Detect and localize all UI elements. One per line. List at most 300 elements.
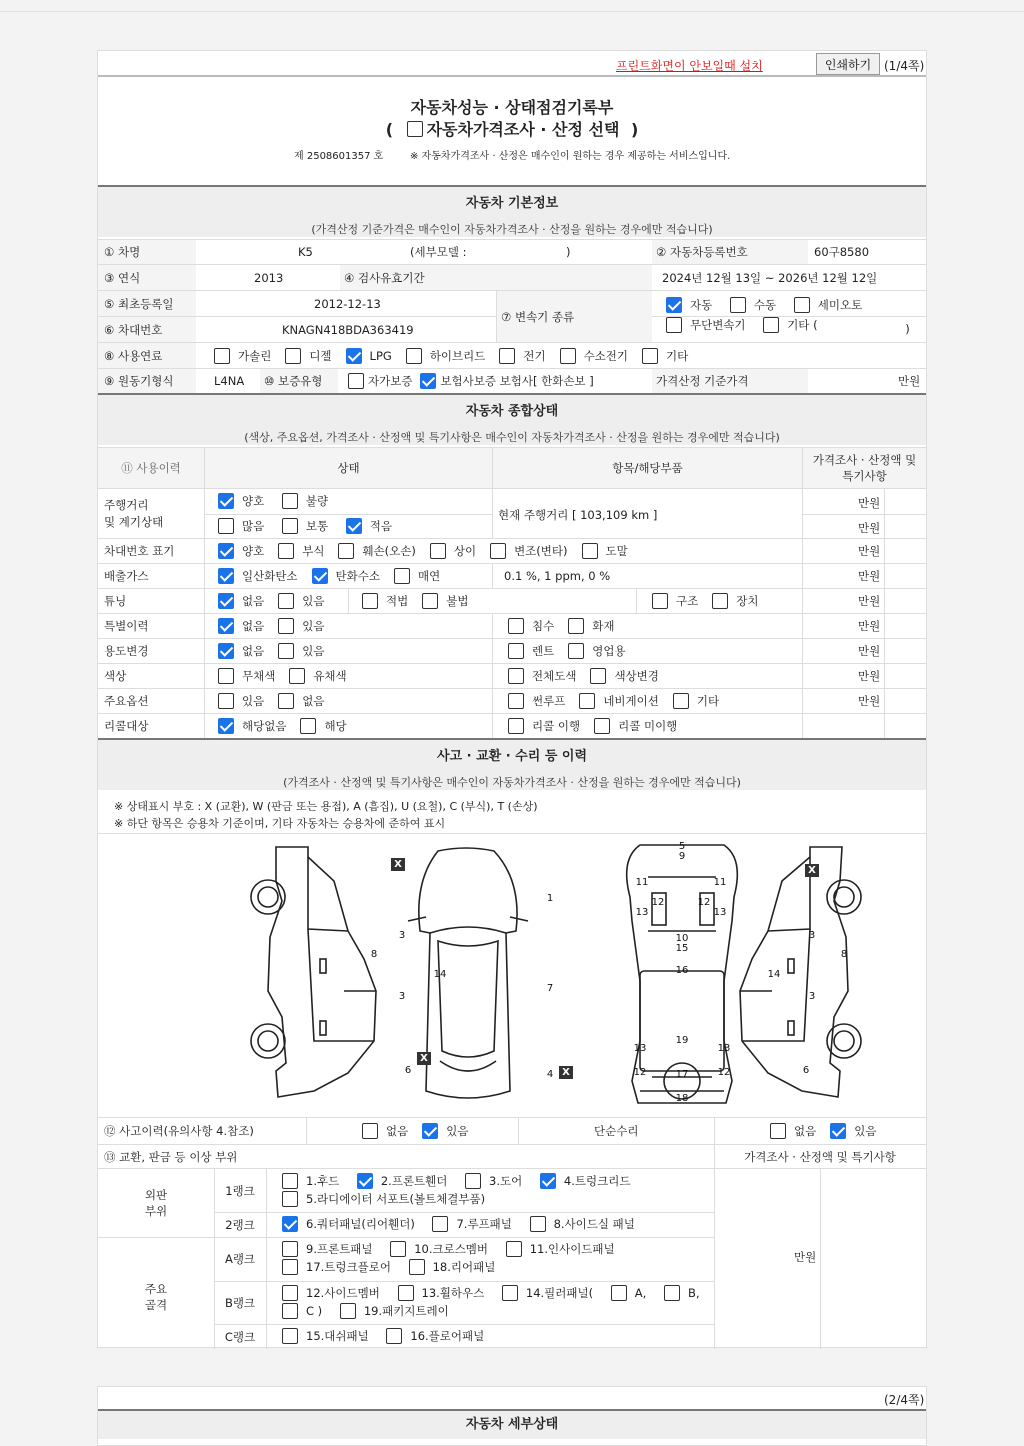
car-name-label: ① 차명 bbox=[98, 240, 196, 264]
front-fender-label: 2.프론트휀더 bbox=[380, 1174, 448, 1188]
damage-mark-0: X bbox=[394, 859, 402, 870]
row-exchange-header bbox=[98, 1144, 926, 1168]
fuel-lpg-checkbox[interactable] bbox=[346, 348, 362, 364]
fuel-hybrid-checkbox[interactable] bbox=[406, 348, 422, 364]
floor-panel-checkbox[interactable] bbox=[386, 1328, 402, 1344]
pillar-a-checkbox[interactable] bbox=[611, 1285, 627, 1301]
rankC-row bbox=[282, 1328, 498, 1347]
row-odometer bbox=[98, 488, 926, 538]
fuel-other-label: 기타 bbox=[666, 348, 689, 363]
vin-label: ⑥ 차대번호 bbox=[98, 317, 196, 342]
rankB-row-2 bbox=[282, 1303, 463, 1322]
pillar-panel-checkbox[interactable] bbox=[502, 1285, 518, 1301]
vin-damage-checkbox[interactable] bbox=[338, 543, 354, 559]
fuel-electric-label: 전기 bbox=[523, 348, 546, 363]
under-part-number-3: 11 bbox=[713, 877, 727, 888]
rank2-row bbox=[282, 1216, 649, 1235]
odo-bad-label: 불량 bbox=[305, 494, 329, 508]
under-part-number-10: 16 bbox=[675, 965, 689, 976]
special-options bbox=[218, 614, 338, 638]
emis-hc-label: 탄화수소 bbox=[335, 569, 380, 583]
exchange-label: ⑬ 교환, 판금 등 이상 부위 bbox=[104, 1149, 238, 1164]
accident-header bbox=[98, 738, 926, 790]
inside-panel-checkbox[interactable] bbox=[506, 1241, 522, 1257]
print-toolbar bbox=[98, 51, 926, 77]
base-price-unit: 만원 bbox=[898, 374, 921, 388]
exchange-price-unit: 만원 bbox=[794, 1250, 817, 1264]
trans-manual-checkbox[interactable] bbox=[730, 297, 746, 313]
paren-close: ) bbox=[630, 120, 639, 139]
rear-panel-checkbox[interactable] bbox=[409, 1259, 425, 1275]
page-2-number: (2/4쪽) bbox=[884, 1393, 925, 1407]
right-part-number-4: 14 bbox=[767, 969, 781, 980]
outer-panel-label: 외판 부위 bbox=[144, 1188, 168, 1218]
recall-none-checkbox[interactable] bbox=[218, 718, 234, 734]
recall-done-label: 리콜 이행 bbox=[532, 719, 581, 733]
main-frame-label: 주요 골격 bbox=[144, 1282, 168, 1312]
car-name-value: K5 bbox=[298, 245, 313, 259]
vin-corrosion-checkbox[interactable] bbox=[278, 543, 294, 559]
opt-yes-checkbox[interactable] bbox=[218, 693, 234, 709]
recall-options bbox=[218, 714, 361, 738]
emis-co-checkbox[interactable] bbox=[218, 568, 234, 584]
emis-hc-checkbox[interactable] bbox=[312, 568, 328, 584]
color-price-unit: 만원 bbox=[858, 669, 881, 683]
under-part-number-1: 9 bbox=[678, 851, 686, 862]
simple-none-label: 없음 bbox=[794, 1124, 817, 1138]
opt-navi-label: 네비게이션 bbox=[603, 694, 659, 708]
use-rent-checkbox[interactable] bbox=[508, 643, 524, 659]
side-sill-checkbox[interactable] bbox=[530, 1216, 546, 1232]
under-part-number-17: 18 bbox=[675, 1093, 689, 1104]
fuel-hydrogen-checkbox[interactable] bbox=[560, 348, 576, 364]
under-part-number-4: 12 bbox=[651, 897, 665, 908]
top-part-number-0: 1 bbox=[546, 893, 554, 904]
rankA-row-1 bbox=[282, 1241, 629, 1260]
simple-repair-options bbox=[770, 1118, 890, 1144]
first-reg-label: ⑤ 최초등록일 bbox=[98, 291, 196, 316]
overall-title: 자동차 종합상태 bbox=[465, 404, 559, 419]
accident-note: (가격조사 · 산정액 및 특기사항은 매수인이 자동차가격조사 · 산정을 원하는 경우에만 적습니다) bbox=[283, 776, 741, 789]
row-vin-mark bbox=[98, 538, 926, 563]
fuel-other-checkbox[interactable] bbox=[642, 348, 658, 364]
wheel-house-checkbox[interactable] bbox=[398, 1285, 414, 1301]
top-part-number-2: 4 bbox=[546, 1069, 554, 1080]
emis-co-label: 일산화탄소 bbox=[242, 569, 298, 583]
tuning-illegal-checkbox[interactable] bbox=[422, 593, 438, 609]
use-business-label: 영업용 bbox=[592, 644, 626, 658]
row-options bbox=[98, 688, 926, 713]
vin-smeared-label: 도말 bbox=[605, 544, 628, 558]
row-car-name bbox=[98, 239, 926, 264]
left-part-number-0: 3 bbox=[398, 930, 406, 941]
tuning-legal-checkbox[interactable] bbox=[362, 593, 378, 609]
tuning-legal-label: 적법 bbox=[386, 594, 409, 608]
row-use-change bbox=[98, 638, 926, 663]
opt-no-label: 없음 bbox=[302, 694, 325, 708]
basic-info-note: (가격산정 기준가격은 매수인이 자동차가격조사 · 산정을 원하는 경우에만 적습니다) bbox=[311, 223, 713, 236]
vin-price-unit: 만원 bbox=[858, 544, 881, 558]
recall-yes-checkbox[interactable] bbox=[300, 718, 316, 734]
opt-yes-label: 있음 bbox=[242, 694, 265, 708]
year-value: 2013 bbox=[254, 270, 284, 285]
vin-smeared-checkbox[interactable] bbox=[582, 543, 598, 559]
row-special bbox=[98, 613, 926, 638]
hood-checkbox[interactable] bbox=[282, 1173, 298, 1189]
opt-navi-checkbox[interactable] bbox=[579, 693, 595, 709]
rankA-row-2 bbox=[282, 1259, 509, 1278]
options-items bbox=[508, 689, 733, 713]
tuning-yes-label: 있음 bbox=[302, 594, 325, 608]
odometer-state bbox=[218, 493, 342, 512]
hood-label: 1.후드 bbox=[306, 1174, 340, 1188]
tuning-device-checkbox[interactable] bbox=[712, 593, 728, 609]
recall-items bbox=[508, 714, 691, 738]
simple-none-checkbox[interactable] bbox=[770, 1123, 786, 1139]
tuning-structure-checkbox[interactable] bbox=[652, 593, 668, 609]
pillar-panel-label: 14.필러패널( bbox=[525, 1286, 594, 1300]
opt-other-checkbox[interactable] bbox=[673, 693, 689, 709]
under-part-number-0: 5 bbox=[678, 841, 686, 852]
color-achromatic-checkbox[interactable] bbox=[218, 668, 234, 684]
row-recall bbox=[98, 713, 926, 738]
odo-normal-checkbox[interactable] bbox=[282, 518, 298, 534]
special-yes-label: 있음 bbox=[302, 619, 325, 633]
color-full-paint-checkbox[interactable] bbox=[508, 668, 524, 684]
color-chromatic-label: 유채색 bbox=[313, 669, 347, 683]
right-part-number-1: 8 bbox=[840, 949, 848, 960]
special-flood-checkbox[interactable] bbox=[508, 618, 524, 634]
top-part-number-1: 7 bbox=[546, 983, 554, 994]
color-change-checkbox[interactable] bbox=[590, 668, 606, 684]
warranty-label: ⑩ 보증유형 bbox=[260, 369, 338, 393]
sub-model-close: ) bbox=[566, 245, 571, 259]
accident-none-checkbox[interactable] bbox=[362, 1123, 378, 1139]
vin-good-checkbox[interactable] bbox=[218, 543, 234, 559]
tuning-structure-label: 구조 bbox=[676, 594, 699, 608]
vin-mark-options bbox=[218, 539, 642, 563]
cross-member-checkbox[interactable] bbox=[390, 1241, 406, 1257]
fuel-hydrogen-label: 수소전기 bbox=[583, 348, 629, 363]
use-rent-label: 렌트 bbox=[532, 644, 555, 658]
left-part-number-1: 8 bbox=[370, 949, 378, 960]
row-tuning bbox=[98, 588, 926, 613]
row-emission bbox=[98, 563, 926, 588]
simple-yes-checkbox[interactable] bbox=[830, 1123, 846, 1139]
warranty-ins-checkbox[interactable] bbox=[420, 373, 436, 389]
print-button[interactable]: 인쇄하기 bbox=[816, 53, 880, 75]
trans-semi-checkbox[interactable] bbox=[794, 297, 810, 313]
tuning-none-label: 없음 bbox=[242, 594, 265, 608]
under-part-number-9: 15 bbox=[675, 943, 689, 954]
trans-manual-label: 수동 bbox=[753, 298, 777, 312]
odometer-label: 주행거리 및 계기상태 bbox=[104, 497, 164, 529]
vin-good-label: 양호 bbox=[242, 544, 265, 558]
side-member-checkbox[interactable] bbox=[282, 1285, 298, 1301]
pillar-b-label: B, bbox=[687, 1286, 700, 1300]
legend-symbols: ※ 상태표시 부호 : X (교환), W (판금 또는 용접), A (흠집), U (요철), C (부식), T (손상) bbox=[114, 800, 538, 813]
opt-sunroof-checkbox[interactable] bbox=[508, 693, 524, 709]
fuel-gasoline-checkbox[interactable] bbox=[214, 348, 230, 364]
year-label: ③ 연식 bbox=[98, 265, 196, 290]
special-flood-label: 침수 bbox=[532, 619, 555, 633]
under-part-number-2: 11 bbox=[635, 877, 649, 888]
col-price: 가격조사 · 산정액 및 특기사항 bbox=[802, 448, 926, 488]
emission-label: 배출가스 bbox=[104, 569, 149, 583]
warranty-self-checkbox[interactable] bbox=[348, 373, 364, 389]
fuel-diesel-checkbox[interactable] bbox=[285, 348, 301, 364]
color-chromatic-checkbox[interactable] bbox=[289, 668, 305, 684]
odo-many-label: 많음 bbox=[242, 519, 265, 533]
accident-none-label: 없음 bbox=[386, 1124, 409, 1138]
accident-yes-checkbox[interactable] bbox=[422, 1123, 438, 1139]
form-subtitle bbox=[98, 117, 926, 140]
vin-altered-checkbox[interactable] bbox=[490, 543, 506, 559]
vin-corrosion-label: 부식 bbox=[302, 544, 325, 558]
under-part-number-7: 13 bbox=[713, 907, 727, 918]
emis-smoke-checkbox[interactable] bbox=[394, 568, 410, 584]
under-part-number-6: 13 bbox=[635, 907, 649, 918]
overall-header bbox=[98, 393, 926, 445]
car-right-side-view bbox=[740, 847, 861, 1097]
trans-other-label: 기타 ( bbox=[787, 318, 818, 332]
odo-good-checkbox[interactable] bbox=[218, 493, 234, 509]
vin-value: KNAGN418BDA363419 bbox=[282, 322, 414, 337]
rank1-row-a bbox=[282, 1173, 644, 1192]
vin-differ-checkbox[interactable] bbox=[430, 543, 446, 559]
subtitle-text: 자동차가격조사 · 산정 선택 bbox=[426, 120, 620, 139]
exchange-price-label: 가격조사 · 산정액 및 특기사항 bbox=[744, 1149, 896, 1164]
tuning-label: 튜닝 bbox=[104, 594, 127, 608]
use-business-checkbox[interactable] bbox=[568, 643, 584, 659]
special-fire-checkbox[interactable] bbox=[568, 618, 584, 634]
color-items bbox=[508, 664, 673, 688]
page-2 bbox=[97, 1386, 927, 1446]
row-year bbox=[98, 264, 926, 290]
trans-label: ⑦ 변속기 종류 bbox=[496, 291, 652, 342]
under-part-number-16: 12 bbox=[717, 1067, 731, 1078]
accident-title: 사고 · 교환 · 수리 등 이력 bbox=[436, 749, 588, 764]
dash-panel-label: 15.대쉬패널 bbox=[306, 1329, 369, 1343]
trans-options-row2 bbox=[666, 317, 910, 336]
warranty-self-label: 자가보증 bbox=[368, 374, 413, 388]
tuning-legal-options bbox=[362, 589, 482, 613]
color-label: 색상 bbox=[104, 669, 127, 683]
odo-price-unit-2: 만원 bbox=[858, 521, 881, 535]
left-part-number-2: 3 bbox=[398, 991, 406, 1002]
row-fuel bbox=[98, 342, 926, 368]
rank-b-label: B랭크 bbox=[224, 1295, 256, 1310]
row-accident-history bbox=[98, 1117, 926, 1144]
opt-no-checkbox[interactable] bbox=[278, 693, 294, 709]
exchange-grid bbox=[98, 1168, 926, 1349]
under-part-number-14: 12 bbox=[633, 1067, 647, 1078]
radiator-support-checkbox[interactable] bbox=[282, 1191, 298, 1207]
vin-altered-label: 변조(변타) bbox=[514, 544, 568, 558]
use-yes-checkbox[interactable] bbox=[278, 643, 294, 659]
recall-done-checkbox[interactable] bbox=[508, 718, 524, 734]
trunk-floor-checkbox[interactable] bbox=[282, 1259, 298, 1275]
opt-sunroof-label: 썬루프 bbox=[532, 694, 566, 708]
under-part-number-12: 13 bbox=[633, 1043, 647, 1054]
fuel-diesel-label: 디젤 bbox=[309, 348, 332, 363]
quarter-panel-checkbox[interactable] bbox=[282, 1216, 298, 1232]
color-change-label: 색상변경 bbox=[614, 669, 659, 683]
base-price-label: 가격산정 기준가격 bbox=[652, 369, 808, 393]
overall-note: (색상, 주요옵션, 가격조사 · 산정액 및 특기사항은 매수인이 자동차가격조사 · 산정을 원하는 경우에만 적습니다) bbox=[244, 431, 780, 444]
pillar-b-checkbox[interactable] bbox=[664, 1285, 680, 1301]
odo-many-checkbox[interactable] bbox=[218, 518, 234, 534]
use-price-unit: 만원 bbox=[858, 644, 881, 658]
row-color bbox=[98, 663, 926, 688]
side-sill-label: 8.사이드실 패널 bbox=[553, 1217, 635, 1231]
door-checkbox[interactable] bbox=[465, 1173, 481, 1189]
odometer-reading: 현재 주행거리 [ 103,109 km ] bbox=[498, 508, 658, 522]
side-member-label: 12.사이드멤버 bbox=[306, 1286, 380, 1300]
tuning-items bbox=[652, 589, 772, 613]
doc-number: 제 2508601357 호 bbox=[294, 151, 384, 162]
rear-panel-label: 18.리어패널 bbox=[432, 1260, 496, 1274]
odo-bad-checkbox[interactable] bbox=[282, 493, 298, 509]
warranty-options bbox=[348, 369, 608, 393]
recall-yes-label: 해당 bbox=[324, 719, 347, 733]
trans-other-checkbox[interactable] bbox=[763, 317, 779, 333]
roof-panel-label: 7.루프패널 bbox=[456, 1217, 512, 1231]
reg-no-value: 60구8580 bbox=[814, 245, 870, 259]
recall-label: 리콜대상 bbox=[104, 719, 149, 733]
emission-values: 0.1 %, 1 ppm, 0 % bbox=[504, 569, 611, 583]
under-part-number-11: 19 bbox=[675, 1035, 689, 1046]
options-price-unit: 만원 bbox=[858, 694, 881, 708]
front-fender-checkbox[interactable] bbox=[357, 1173, 373, 1189]
under-part-number-8: 10 bbox=[675, 933, 689, 944]
special-none-checkbox[interactable] bbox=[218, 618, 234, 634]
opt-other-label: 기타 bbox=[696, 694, 720, 708]
pillar-c-label: C ) bbox=[306, 1304, 323, 1318]
special-none-label: 없음 bbox=[242, 619, 265, 633]
damage-mark-2: X bbox=[562, 1067, 570, 1078]
accident-yes-label: 있음 bbox=[446, 1124, 469, 1138]
color-full-paint-label: 전체도색 bbox=[532, 669, 577, 683]
tuning-options bbox=[218, 589, 338, 613]
inspect-label: ④ 검사유효기간 bbox=[340, 265, 652, 290]
damage-mark-1: X bbox=[420, 1053, 428, 1064]
tuning-price-unit: 만원 bbox=[858, 594, 881, 608]
front-panel-checkbox[interactable] bbox=[282, 1241, 298, 1257]
price-survey-checkbox[interactable] bbox=[407, 121, 423, 137]
fuel-gasoline-label: 가솔린 bbox=[238, 348, 272, 363]
package-tray-checkbox[interactable] bbox=[340, 1303, 356, 1319]
fuel-lpg-label: LPG bbox=[369, 348, 392, 363]
col-history: ⑪ 사용이력 bbox=[121, 461, 181, 475]
page-1 bbox=[97, 50, 927, 1348]
trans-auto-label: 자동 bbox=[690, 298, 713, 312]
trans-semi-label: 세미오토 bbox=[817, 298, 863, 312]
special-label: 특별이력 bbox=[104, 619, 149, 633]
odo-normal-label: 보통 bbox=[305, 519, 329, 533]
accident-history-label: ⑫ 사고이력(유의사항 4.참조) bbox=[104, 1124, 254, 1138]
front-panel-label: 9.프론트패널 bbox=[306, 1242, 373, 1256]
vin-differ-label: 상이 bbox=[453, 544, 477, 558]
inspect-value: 2024년 12월 13일 ~ 2026년 12월 12일 bbox=[662, 270, 878, 285]
col-item: 항목/해당부품 bbox=[492, 448, 802, 488]
page-number: (1/4쪽) bbox=[884, 59, 925, 73]
use-none-checkbox[interactable] bbox=[218, 643, 234, 659]
odo-good-label: 양호 bbox=[242, 494, 265, 508]
first-reg-value: 2012-12-13 bbox=[314, 296, 381, 311]
special-fire-label: 화재 bbox=[592, 619, 615, 633]
accident-history-options bbox=[362, 1118, 482, 1144]
emission-options bbox=[218, 564, 454, 588]
rankB-row-1 bbox=[282, 1285, 714, 1304]
simple-repair-label: 단순수리 bbox=[594, 1124, 639, 1138]
recall-pending-checkbox[interactable] bbox=[594, 718, 610, 734]
left-part-number-4: 14 bbox=[433, 969, 447, 980]
color-achromatic-label: 무채색 bbox=[242, 669, 276, 683]
warranty-ins-label: 보험사보증 보험사[ 한화손보 ] bbox=[440, 374, 594, 388]
rank-2-label: 2랭크 bbox=[225, 1217, 255, 1232]
sub-model-label: (세부모델 : bbox=[410, 245, 467, 259]
engine-value: L4NA bbox=[214, 374, 245, 388]
odo-low-checkbox[interactable] bbox=[346, 518, 362, 534]
special-yes-checkbox[interactable] bbox=[278, 618, 294, 634]
odo-low-label: 적음 bbox=[369, 519, 392, 533]
trans-auto-checkbox[interactable] bbox=[666, 297, 682, 313]
floor-panel-label: 16.플로어패널 bbox=[410, 1329, 485, 1343]
emission-price-unit: 만원 bbox=[858, 569, 881, 583]
fuel-hybrid-label: 하이브리드 bbox=[429, 348, 486, 363]
fuel-electric-checkbox[interactable] bbox=[499, 348, 515, 364]
pillar-c-checkbox[interactable] bbox=[282, 1303, 298, 1319]
vin-mark-label: 차대번호 표기 bbox=[104, 544, 175, 558]
fuel-label: ⑧ 사용연료 bbox=[98, 343, 196, 368]
quarter-panel-label: 6.쿼터패널(리어휀더) bbox=[306, 1217, 415, 1231]
simple-yes-label: 있음 bbox=[854, 1124, 877, 1138]
use-yes-label: 있음 bbox=[302, 644, 325, 658]
roof-panel-checkbox[interactable] bbox=[432, 1216, 448, 1232]
trans-options-row1 bbox=[666, 297, 876, 316]
basic-info-header bbox=[98, 185, 926, 237]
trunk-floor-label: 17.트렁크플로어 bbox=[306, 1260, 391, 1274]
color-options bbox=[218, 664, 361, 688]
tuning-none-checkbox[interactable] bbox=[218, 593, 234, 609]
left-part-number-3: 6 bbox=[404, 1065, 412, 1076]
odo-price-unit-1: 만원 bbox=[858, 496, 881, 510]
recall-pending-label: 리콜 미이행 bbox=[618, 719, 678, 733]
engine-label: ⑨ 원동기형식 bbox=[98, 369, 196, 393]
tuning-yes-checkbox[interactable] bbox=[278, 593, 294, 609]
rank-1-label: 1랭크 bbox=[225, 1183, 255, 1198]
emis-smoke-label: 매연 bbox=[417, 569, 441, 583]
use-options bbox=[218, 639, 338, 663]
fuel-options bbox=[214, 343, 702, 368]
car-left-side-view bbox=[251, 847, 376, 1097]
special-price-unit: 만원 bbox=[858, 619, 881, 633]
dash-panel-checkbox[interactable] bbox=[282, 1328, 298, 1344]
rank-c-label: C랭크 bbox=[224, 1330, 256, 1344]
right-part-number-2: 3 bbox=[808, 991, 816, 1002]
print-install-link[interactable]: 프린트화면이 안보일때 설치 bbox=[616, 59, 763, 73]
cross-member-label: 10.크로스멤버 bbox=[414, 1242, 489, 1256]
odometer-amount bbox=[218, 518, 406, 537]
tuning-illegal-label: 불법 bbox=[446, 594, 469, 608]
trans-cvt-checkbox[interactable] bbox=[666, 317, 682, 333]
tuning-device-label: 장치 bbox=[736, 594, 759, 608]
trunk-lid-checkbox[interactable] bbox=[540, 1173, 556, 1189]
use-change-label: 용도변경 bbox=[104, 644, 149, 658]
basic-info-title: 자동차 기본정보 bbox=[465, 196, 559, 211]
right-part-number-3: 6 bbox=[802, 1065, 810, 1076]
